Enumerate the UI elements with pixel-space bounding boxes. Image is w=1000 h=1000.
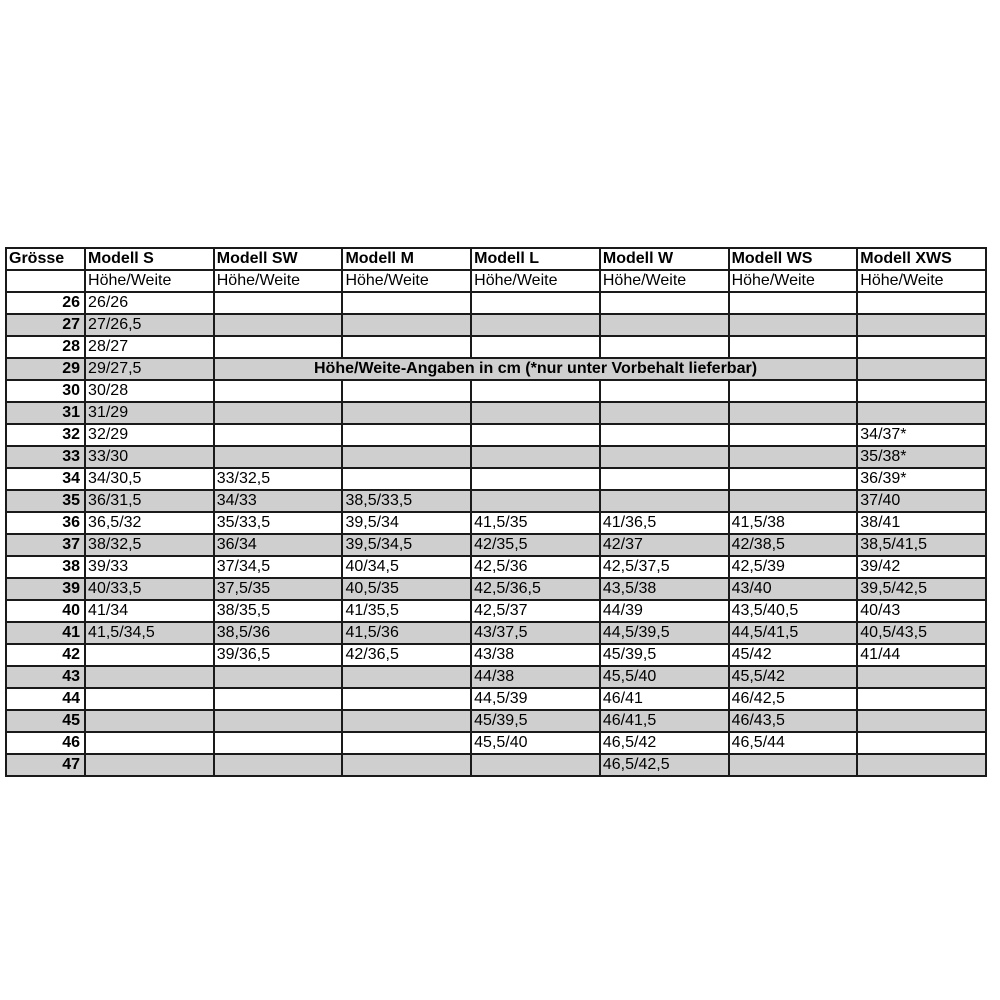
value-cell: 40,5/43,5	[857, 622, 986, 644]
value-cell	[729, 336, 858, 358]
value-cell: 45/39,5	[471, 710, 600, 732]
size-cell: 29	[6, 358, 85, 380]
table-row	[6, 336, 986, 358]
value-cell: 39/36,5	[214, 644, 343, 666]
value-cell: 26/26	[85, 292, 214, 314]
table-row	[6, 710, 986, 732]
table-row	[6, 688, 986, 710]
value-cell: 42/38,5	[729, 534, 858, 556]
units-note: Höhe/Weite-Angaben in cm (*nur unter Vorbehalt lieferbar)	[214, 358, 858, 380]
value-cell: 42/36,5	[342, 644, 471, 666]
size-cell: 47	[6, 754, 85, 776]
subheader-cell: Höhe/Weite	[471, 270, 600, 292]
value-cell	[857, 732, 986, 754]
value-cell: 39/42	[857, 556, 986, 578]
value-cell: 40,5/35	[342, 578, 471, 600]
value-cell: 38,5/41,5	[857, 534, 986, 556]
size-chart-table	[5, 247, 987, 777]
value-cell	[857, 710, 986, 732]
table-row	[6, 314, 986, 336]
table-row	[6, 644, 986, 666]
value-cell	[85, 688, 214, 710]
table-row	[6, 446, 986, 468]
value-cell	[214, 732, 343, 754]
value-cell: 41,5/36	[342, 622, 471, 644]
value-cell: 45,5/42	[729, 666, 858, 688]
value-cell	[471, 446, 600, 468]
value-cell: 46/42,5	[729, 688, 858, 710]
value-cell: 42,5/37	[471, 600, 600, 622]
value-cell: 34/33	[214, 490, 343, 512]
model-header: Modell SW	[214, 248, 343, 270]
table-row	[6, 402, 986, 424]
value-cell	[471, 336, 600, 358]
value-cell	[600, 314, 729, 336]
value-cell	[857, 292, 986, 314]
model-header: Modell WS	[729, 248, 858, 270]
size-cell: 43	[6, 666, 85, 688]
value-cell	[342, 314, 471, 336]
size-cell: 34	[6, 468, 85, 490]
value-cell	[342, 688, 471, 710]
value-cell	[600, 446, 729, 468]
value-cell	[342, 754, 471, 776]
value-cell	[600, 402, 729, 424]
table-row	[6, 732, 986, 754]
subheader-cell: Höhe/Weite	[857, 270, 986, 292]
table-row	[6, 424, 986, 446]
value-cell: 36/34	[214, 534, 343, 556]
value-cell: 36,5/32	[85, 512, 214, 534]
value-cell	[214, 666, 343, 688]
subheader-cell: Höhe/Weite	[85, 270, 214, 292]
value-cell	[214, 754, 343, 776]
value-cell	[214, 292, 343, 314]
value-cell: 44,5/39	[471, 688, 600, 710]
value-cell	[85, 754, 214, 776]
value-cell	[729, 446, 858, 468]
value-cell: 45,5/40	[471, 732, 600, 754]
value-cell	[214, 314, 343, 336]
value-cell	[600, 490, 729, 512]
value-cell: 42,5/39	[729, 556, 858, 578]
value-cell: 43/37,5	[471, 622, 600, 644]
subheader-row	[6, 270, 986, 292]
size-cell: 42	[6, 644, 85, 666]
value-cell	[85, 644, 214, 666]
value-cell	[471, 380, 600, 402]
value-cell: 44/39	[600, 600, 729, 622]
value-cell: 44/38	[471, 666, 600, 688]
value-cell: 35/33,5	[214, 512, 343, 534]
value-cell	[600, 380, 729, 402]
value-cell: 46,5/42,5	[600, 754, 729, 776]
value-cell: 38,5/33,5	[342, 490, 471, 512]
value-cell: 46/41	[600, 688, 729, 710]
table-row	[6, 292, 986, 314]
value-cell	[600, 468, 729, 490]
value-cell	[729, 424, 858, 446]
subheader-cell: Höhe/Weite	[729, 270, 858, 292]
value-cell: 45/42	[729, 644, 858, 666]
value-cell: 40/43	[857, 600, 986, 622]
value-cell	[214, 710, 343, 732]
empty-cell	[6, 270, 85, 292]
size-cell: 39	[6, 578, 85, 600]
value-cell	[342, 380, 471, 402]
value-cell: 42/37	[600, 534, 729, 556]
table-row	[6, 578, 986, 600]
value-cell	[214, 380, 343, 402]
size-cell: 46	[6, 732, 85, 754]
value-cell: 36/31,5	[85, 490, 214, 512]
value-cell: 38/41	[857, 512, 986, 534]
table-row	[6, 358, 986, 380]
size-cell: 40	[6, 600, 85, 622]
value-cell	[214, 424, 343, 446]
value-cell: 40/34,5	[342, 556, 471, 578]
value-cell	[214, 336, 343, 358]
model-header: Modell XWS	[857, 248, 986, 270]
value-cell	[471, 424, 600, 446]
value-cell: 35/38*	[857, 446, 986, 468]
value-cell: 36/39*	[857, 468, 986, 490]
value-cell: 46/43,5	[729, 710, 858, 732]
value-cell	[471, 754, 600, 776]
table-body	[6, 292, 986, 776]
value-cell: 46,5/42	[600, 732, 729, 754]
table-row	[6, 556, 986, 578]
value-cell: 38/35,5	[214, 600, 343, 622]
value-cell	[342, 666, 471, 688]
value-cell	[85, 732, 214, 754]
value-cell: 38,5/36	[214, 622, 343, 644]
table-row	[6, 754, 986, 776]
size-cell: 27	[6, 314, 85, 336]
size-cell: 30	[6, 380, 85, 402]
value-cell	[85, 710, 214, 732]
value-cell	[85, 666, 214, 688]
value-cell	[342, 402, 471, 424]
value-cell	[600, 336, 729, 358]
header-row	[6, 248, 986, 270]
table-row	[6, 512, 986, 534]
size-cell: 26	[6, 292, 85, 314]
model-header: Modell L	[471, 248, 600, 270]
value-cell: 44,5/41,5	[729, 622, 858, 644]
value-cell	[857, 402, 986, 424]
value-cell	[729, 754, 858, 776]
value-cell	[342, 336, 471, 358]
value-cell: 41/36,5	[600, 512, 729, 534]
size-column-header: Grösse	[6, 248, 85, 270]
size-cell: 37	[6, 534, 85, 556]
value-cell: 28/27	[85, 336, 214, 358]
value-cell: 43/40	[729, 578, 858, 600]
value-cell: 43/38	[471, 644, 600, 666]
value-cell: 41/35,5	[342, 600, 471, 622]
size-cell: 33	[6, 446, 85, 468]
value-cell: 45/39,5	[600, 644, 729, 666]
value-cell: 37/34,5	[214, 556, 343, 578]
value-cell: 31/29	[85, 402, 214, 424]
value-cell	[857, 380, 986, 402]
subheader-cell: Höhe/Weite	[214, 270, 343, 292]
size-cell: 32	[6, 424, 85, 446]
value-cell: 41,5/34,5	[85, 622, 214, 644]
value-cell	[471, 402, 600, 424]
value-cell	[729, 490, 858, 512]
value-cell	[342, 292, 471, 314]
value-cell	[471, 468, 600, 490]
value-cell: 41,5/38	[729, 512, 858, 534]
value-cell	[214, 402, 343, 424]
size-cell: 38	[6, 556, 85, 578]
subheader-cell: Höhe/Weite	[600, 270, 729, 292]
value-cell: 41,5/35	[471, 512, 600, 534]
value-cell: 34/30,5	[85, 468, 214, 490]
value-cell	[729, 380, 858, 402]
value-cell: 37,5/35	[214, 578, 343, 600]
value-cell: 39,5/34,5	[342, 534, 471, 556]
value-cell	[342, 468, 471, 490]
value-cell	[729, 292, 858, 314]
value-cell	[342, 424, 471, 446]
subheader-cell: Höhe/Weite	[342, 270, 471, 292]
value-cell	[857, 336, 986, 358]
value-cell	[342, 732, 471, 754]
value-cell: 42,5/37,5	[600, 556, 729, 578]
value-cell	[214, 688, 343, 710]
table-row	[6, 380, 986, 402]
value-cell: 41/34	[85, 600, 214, 622]
value-cell: 40/33,5	[85, 578, 214, 600]
value-cell	[729, 468, 858, 490]
value-cell	[471, 490, 600, 512]
value-cell: 39/33	[85, 556, 214, 578]
value-cell: 33/32,5	[214, 468, 343, 490]
value-cell	[342, 446, 471, 468]
table-row	[6, 490, 986, 512]
value-cell: 43,5/40,5	[729, 600, 858, 622]
table-row	[6, 468, 986, 490]
value-cell	[214, 446, 343, 468]
size-cell: 31	[6, 402, 85, 424]
size-cell: 41	[6, 622, 85, 644]
value-cell: 41/44	[857, 644, 986, 666]
value-cell: 30/28	[85, 380, 214, 402]
value-cell: 32/29	[85, 424, 214, 446]
value-cell: 37/40	[857, 490, 986, 512]
value-cell: 42,5/36,5	[471, 578, 600, 600]
value-cell	[471, 292, 600, 314]
value-cell: 29/27,5	[85, 358, 214, 380]
value-cell	[857, 666, 986, 688]
value-cell: 27/26,5	[85, 314, 214, 336]
value-cell: 39,5/42,5	[857, 578, 986, 600]
table-row	[6, 666, 986, 688]
value-cell	[729, 314, 858, 336]
size-cell: 35	[6, 490, 85, 512]
value-cell: 33/30	[85, 446, 214, 468]
value-cell	[857, 314, 986, 336]
value-cell	[600, 424, 729, 446]
value-cell: 42/35,5	[471, 534, 600, 556]
value-cell: 34/37*	[857, 424, 986, 446]
value-cell: 44,5/39,5	[600, 622, 729, 644]
table-row	[6, 600, 986, 622]
value-cell	[729, 402, 858, 424]
value-cell	[857, 688, 986, 710]
value-cell: 39,5/34	[342, 512, 471, 534]
table-row	[6, 534, 986, 556]
value-cell: 46/41,5	[600, 710, 729, 732]
size-cell: 28	[6, 336, 85, 358]
value-cell	[857, 358, 986, 380]
size-cell: 44	[6, 688, 85, 710]
table-row	[6, 622, 986, 644]
model-header: Modell S	[85, 248, 214, 270]
size-cell: 45	[6, 710, 85, 732]
size-cell: 36	[6, 512, 85, 534]
value-cell: 38/32,5	[85, 534, 214, 556]
value-cell	[600, 292, 729, 314]
value-cell: 46,5/44	[729, 732, 858, 754]
model-header: Modell M	[342, 248, 471, 270]
value-cell	[471, 314, 600, 336]
value-cell	[342, 710, 471, 732]
value-cell: 42,5/36	[471, 556, 600, 578]
value-cell	[857, 754, 986, 776]
model-header: Modell W	[600, 248, 729, 270]
value-cell: 43,5/38	[600, 578, 729, 600]
value-cell: 45,5/40	[600, 666, 729, 688]
